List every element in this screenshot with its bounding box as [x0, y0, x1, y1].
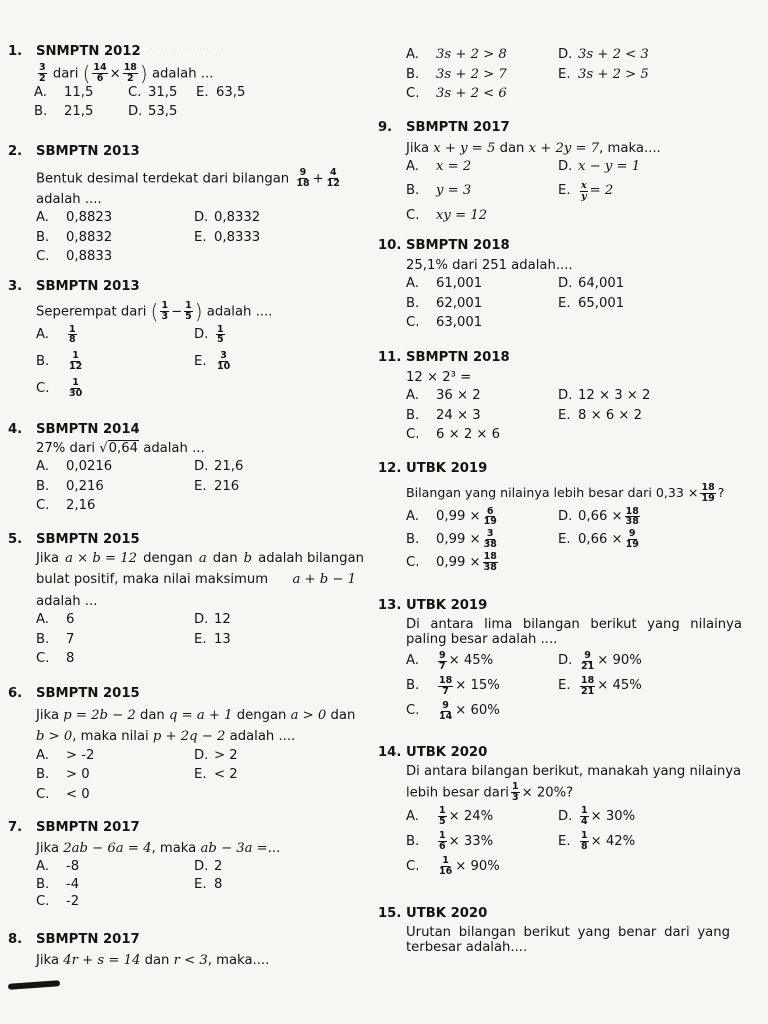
binding-mark — [8, 980, 60, 990]
fraction: $\frac{14}{6}$ — [93, 61, 107, 84]
option-a[interactable]: A. 0,99 × $\frac{6}{19}$ — [406, 505, 497, 528]
options — [8, 210, 370, 265]
option-c[interactable]: C. 3s + 2 < 6 — [406, 86, 507, 102]
option-e[interactable]: E. 65,001 — [558, 295, 625, 311]
question-source: SBMPTN 2014 — [36, 422, 140, 437]
question-source: UTBK 2020 — [406, 745, 488, 760]
option-e[interactable]: E. 0,8333 — [194, 229, 261, 245]
option-c[interactable]: C. 2,16 — [36, 498, 96, 514]
question-text: 25,1% dari 251 adalah.... — [406, 257, 573, 273]
option-e[interactable]: E. $\frac{18}{21}$ × 45% — [558, 674, 642, 697]
question-text: Bentuk desimal terdekat dari bilangan $\frac{9}{18}$ + $\frac{4}{12}$ — [36, 166, 340, 189]
question-source: SBMPTN 2017 — [406, 120, 510, 135]
question-source: SBMPTN 2018 — [406, 238, 510, 253]
option-c[interactable]: C. < 0 — [36, 786, 90, 802]
option-b[interactable]: B. 24 × 3 — [406, 407, 481, 423]
question-text: lebih besar dari $\frac{1}{3}$ × 20%? — [406, 781, 574, 804]
question-source: SBMPTN 2015 — [36, 686, 140, 701]
option-e[interactable]: E. 8 — [194, 876, 223, 892]
question-5 — [8, 532, 370, 667]
option-e[interactable]: E. $\frac{1}{8}$ × 42% — [558, 830, 636, 852]
question-8 — [8, 932, 370, 968]
question-number: 4. — [8, 422, 23, 437]
question-number: 11. — [378, 350, 402, 365]
option-d[interactable]: D. $\frac{1}{4}$ × 30% — [558, 805, 636, 828]
option-a[interactable]: A. x = 2 — [406, 159, 472, 175]
question-number: 8. — [8, 932, 23, 947]
question-number: 13. — [378, 598, 402, 613]
option-a[interactable]: A. 3s + 2 > 8 — [406, 47, 507, 62]
question-text: 12 × 2³ = — [406, 369, 472, 385]
option-d[interactable]: D. 0,8332 — [194, 210, 261, 226]
options — [378, 507, 760, 574]
question-2 — [8, 144, 370, 265]
question-text: Di antara lima bilangan berikut yang nilainya paling besar adalah .... — [406, 616, 742, 648]
option-a[interactable]: A. 6 — [36, 612, 75, 628]
option-a[interactable]: A. 11,5 — [34, 84, 94, 100]
question-text: Di antara bilangan berikut, manakah yang nilainya — [406, 763, 742, 779]
question-8-options — [378, 44, 760, 102]
question-source: SBMPTN 2013 — [36, 279, 140, 294]
options — [378, 47, 760, 102]
option-a[interactable]: A. > -2 — [36, 747, 95, 763]
option-e[interactable]: E. $\frac{3}{10}$ — [194, 350, 231, 373]
question-12 — [378, 461, 760, 573]
option-a[interactable]: A. 61,001 — [406, 276, 483, 292]
question-text: Jika 2ab − 6a = 4, maka ab − 3a =... — [36, 840, 281, 856]
option-b[interactable]: B. 0,8832 — [36, 229, 113, 245]
option-e[interactable]: E. < 2 — [194, 767, 238, 783]
option-e[interactable]: E. $\frac{x}{y}$ = 2 — [558, 179, 614, 202]
question-9 — [378, 120, 760, 223]
option-b[interactable]: B. -4 — [36, 876, 80, 892]
option-a[interactable]: A. 0,8823 — [36, 210, 113, 226]
options — [8, 459, 370, 514]
option-d[interactable]: D. 12 — [194, 612, 231, 628]
option-c[interactable]: C. -2 — [36, 894, 80, 910]
options — [378, 651, 760, 722]
options — [8, 748, 370, 803]
option-b[interactable]: B. 0,99 × $\frac{3}{38}$ — [406, 528, 497, 551]
option-d[interactable]: D. $\frac{9}{21}$ × 90% — [558, 649, 642, 672]
fraction: $\frac{4}{12}$ — [326, 166, 340, 189]
option-e[interactable]: E. 8 × 6 × 2 — [558, 407, 643, 423]
question-7 — [8, 820, 370, 910]
option-e[interactable]: E. 0,66 × $\frac{9}{19}$ — [558, 528, 639, 551]
question-number: 6. — [8, 686, 23, 701]
question-4 — [8, 422, 370, 514]
question-source: SBMPTN 2017 — [36, 820, 140, 835]
fraction: $\frac{1}{3}$ — [161, 299, 169, 322]
option-b[interactable]: B. $\frac{1}{12}$ — [36, 350, 83, 373]
option-c[interactable]: C. $\frac{9}{14}$ × 60% — [406, 699, 500, 722]
option-c[interactable]: C. 8 — [36, 651, 75, 667]
option-d[interactable]: D. 64,001 — [558, 276, 625, 292]
option-d[interactable]: D. 53,5 — [128, 104, 178, 120]
option-a[interactable]: A. $\frac{9}{7}$ × 45% — [406, 649, 494, 672]
question-source: SNMPTN 2012 — [36, 44, 141, 59]
option-c[interactable]: C. 63,001 — [406, 315, 483, 331]
option-a[interactable]: A. $\frac{1}{8}$ — [36, 323, 76, 346]
option-c[interactable]: C. 0,8833 — [36, 249, 113, 265]
option-c[interactable]: C. $\frac{1}{30}$ — [36, 377, 83, 400]
question-11 — [378, 350, 760, 443]
question-text: Seperempat dari ( $\frac{1}{3}$ − $\frac{1}{5}$ ) adalah .... — [36, 299, 273, 324]
option-b[interactable]: B. 0,216 — [36, 478, 104, 494]
option-b[interactable]: B. y = 3 — [406, 183, 472, 199]
option-a[interactable]: A. 36 × 2 — [406, 388, 481, 404]
right-column — [378, 0, 760, 1024]
option-e[interactable]: E. 3s + 2 > 5 — [558, 66, 649, 82]
question-13 — [378, 598, 760, 722]
question-text: $\frac{3}{2}$ dari ( $\frac{14}{6}$ × $\frac{18}{2}$ ) adalah ... — [39, 61, 214, 86]
options — [378, 388, 760, 443]
question-number: 12. — [378, 461, 402, 476]
option-d[interactable]: D. 2 — [194, 859, 223, 875]
question-source: UTBK 2019 — [406, 598, 488, 613]
option-c[interactable]: C. 0,99 × $\frac{18}{38}$ — [406, 551, 497, 574]
option-c[interactable]: C. 6 × 2 × 6 — [406, 427, 501, 443]
option-d[interactable]: D. > 2 — [194, 747, 238, 763]
question-text: Jika 4r + s = 14 dan r < 3, maka.... — [36, 952, 270, 968]
question-source: SBMPTN 2017 — [36, 932, 140, 947]
question-number: 3. — [8, 279, 23, 294]
question-text-tail: adalah .... — [36, 191, 102, 207]
option-c[interactable]: C. 31,5 — [128, 84, 178, 100]
question-number: 5. — [8, 532, 23, 547]
question-text: bulat positif, maka nilai maksimum a + b − 1 — [36, 572, 356, 588]
option-d[interactable]: D. 12 × 3 × 2 — [558, 388, 651, 404]
question-number: 1. — [8, 44, 23, 59]
options — [378, 276, 760, 331]
question-source: UTBK 2020 — [406, 906, 488, 921]
question-text: b > 0, maka nilai p + 2q − 2 adalah .... — [36, 729, 296, 745]
option-b[interactable]: B. $\frac{1}{6}$ × 33% — [406, 830, 494, 852]
option-a[interactable]: A. $\frac{1}{5}$ × 24% — [406, 805, 494, 828]
option-c[interactable]: C. xy = 12 — [406, 207, 488, 223]
option-e[interactable]: E. 13 — [194, 631, 231, 647]
question-source: SBMPTN 2015 — [36, 532, 140, 547]
option-c[interactable]: C. $\frac{1}{16}$ × 90% — [406, 854, 500, 877]
option-b[interactable]: B. 7 — [36, 631, 75, 647]
question-text: Jika a × b = 12 dengan a dan b adalah bilangan — [36, 550, 364, 566]
option-b[interactable]: B. 62,001 — [406, 295, 483, 311]
question-number: 7. — [8, 820, 23, 835]
options — [8, 612, 370, 667]
question-number: 9. — [378, 120, 393, 135]
question-text: Jika p = 2b − 2 dan q = a + 1 dengan a > 0 dan — [36, 707, 356, 723]
question-text: Urutan bilangan berikut yang benar dari yang terbesar adalah.... — [406, 924, 730, 956]
question-text: Bilangan yang nilainya lebih besar dari 0,33 × $\frac{18}{19}$ ? — [406, 481, 725, 504]
fraction: $\frac{1}{5}$ — [185, 299, 192, 322]
option-e[interactable]: E. 216 — [194, 478, 240, 494]
option-d[interactable]: D. x − y = 1 — [558, 159, 641, 175]
fraction: $\frac{3}{2}$ — [39, 61, 46, 84]
option-b[interactable]: B. $\frac{18}{7}$ × 15% — [406, 674, 500, 697]
bleed-through: · · · · · · · · · · · · — [150, 43, 231, 56]
option-d[interactable]: D. 21,6 — [194, 459, 244, 475]
question-3 — [8, 279, 370, 399]
question-number: 14. — [378, 745, 402, 760]
question-14 — [378, 745, 760, 877]
option-b[interactable]: B. 3s + 2 > 7 — [406, 66, 507, 82]
question-15 — [378, 906, 760, 956]
options — [8, 325, 370, 400]
question-source: UTBK 2019 — [406, 461, 488, 476]
question-text: 27% dari √0,64 adalah ... — [36, 440, 205, 456]
option-e[interactable]: E. 63,5 — [196, 84, 246, 100]
options — [8, 85, 370, 120]
options — [378, 806, 760, 877]
left-column — [8, 0, 370, 1024]
fraction: $\frac{18}{2}$ — [123, 61, 137, 84]
question-number: 15. — [378, 906, 402, 921]
option-d[interactable]: D. $\frac{1}{5}$ — [194, 323, 224, 346]
question-1 — [8, 44, 370, 120]
question-number: 2. — [8, 144, 23, 159]
question-6 — [8, 686, 370, 802]
options — [8, 859, 370, 910]
options — [378, 159, 760, 223]
question-10 — [378, 238, 760, 331]
fraction: $\frac{9}{18}$ — [296, 166, 310, 189]
question-text-tail: adalah ... — [36, 593, 98, 609]
option-b[interactable]: B. > 0 — [36, 767, 90, 783]
question-source: SBMPTN 2018 — [406, 350, 510, 365]
option-a[interactable]: A. -8 — [36, 859, 80, 875]
option-d[interactable]: D. 3s + 2 < 3 — [558, 47, 649, 62]
option-a[interactable]: A. 0,0216 — [36, 459, 113, 475]
question-source: SBMPTN 2013 — [36, 144, 140, 159]
option-d[interactable]: D. 0,66 × $\frac{18}{38}$ — [558, 505, 639, 528]
question-text: Jika x + y = 5 dan x + 2y = 7, maka.... — [406, 140, 661, 156]
question-number: 10. — [378, 238, 402, 253]
option-b[interactable]: B. 21,5 — [34, 104, 94, 120]
